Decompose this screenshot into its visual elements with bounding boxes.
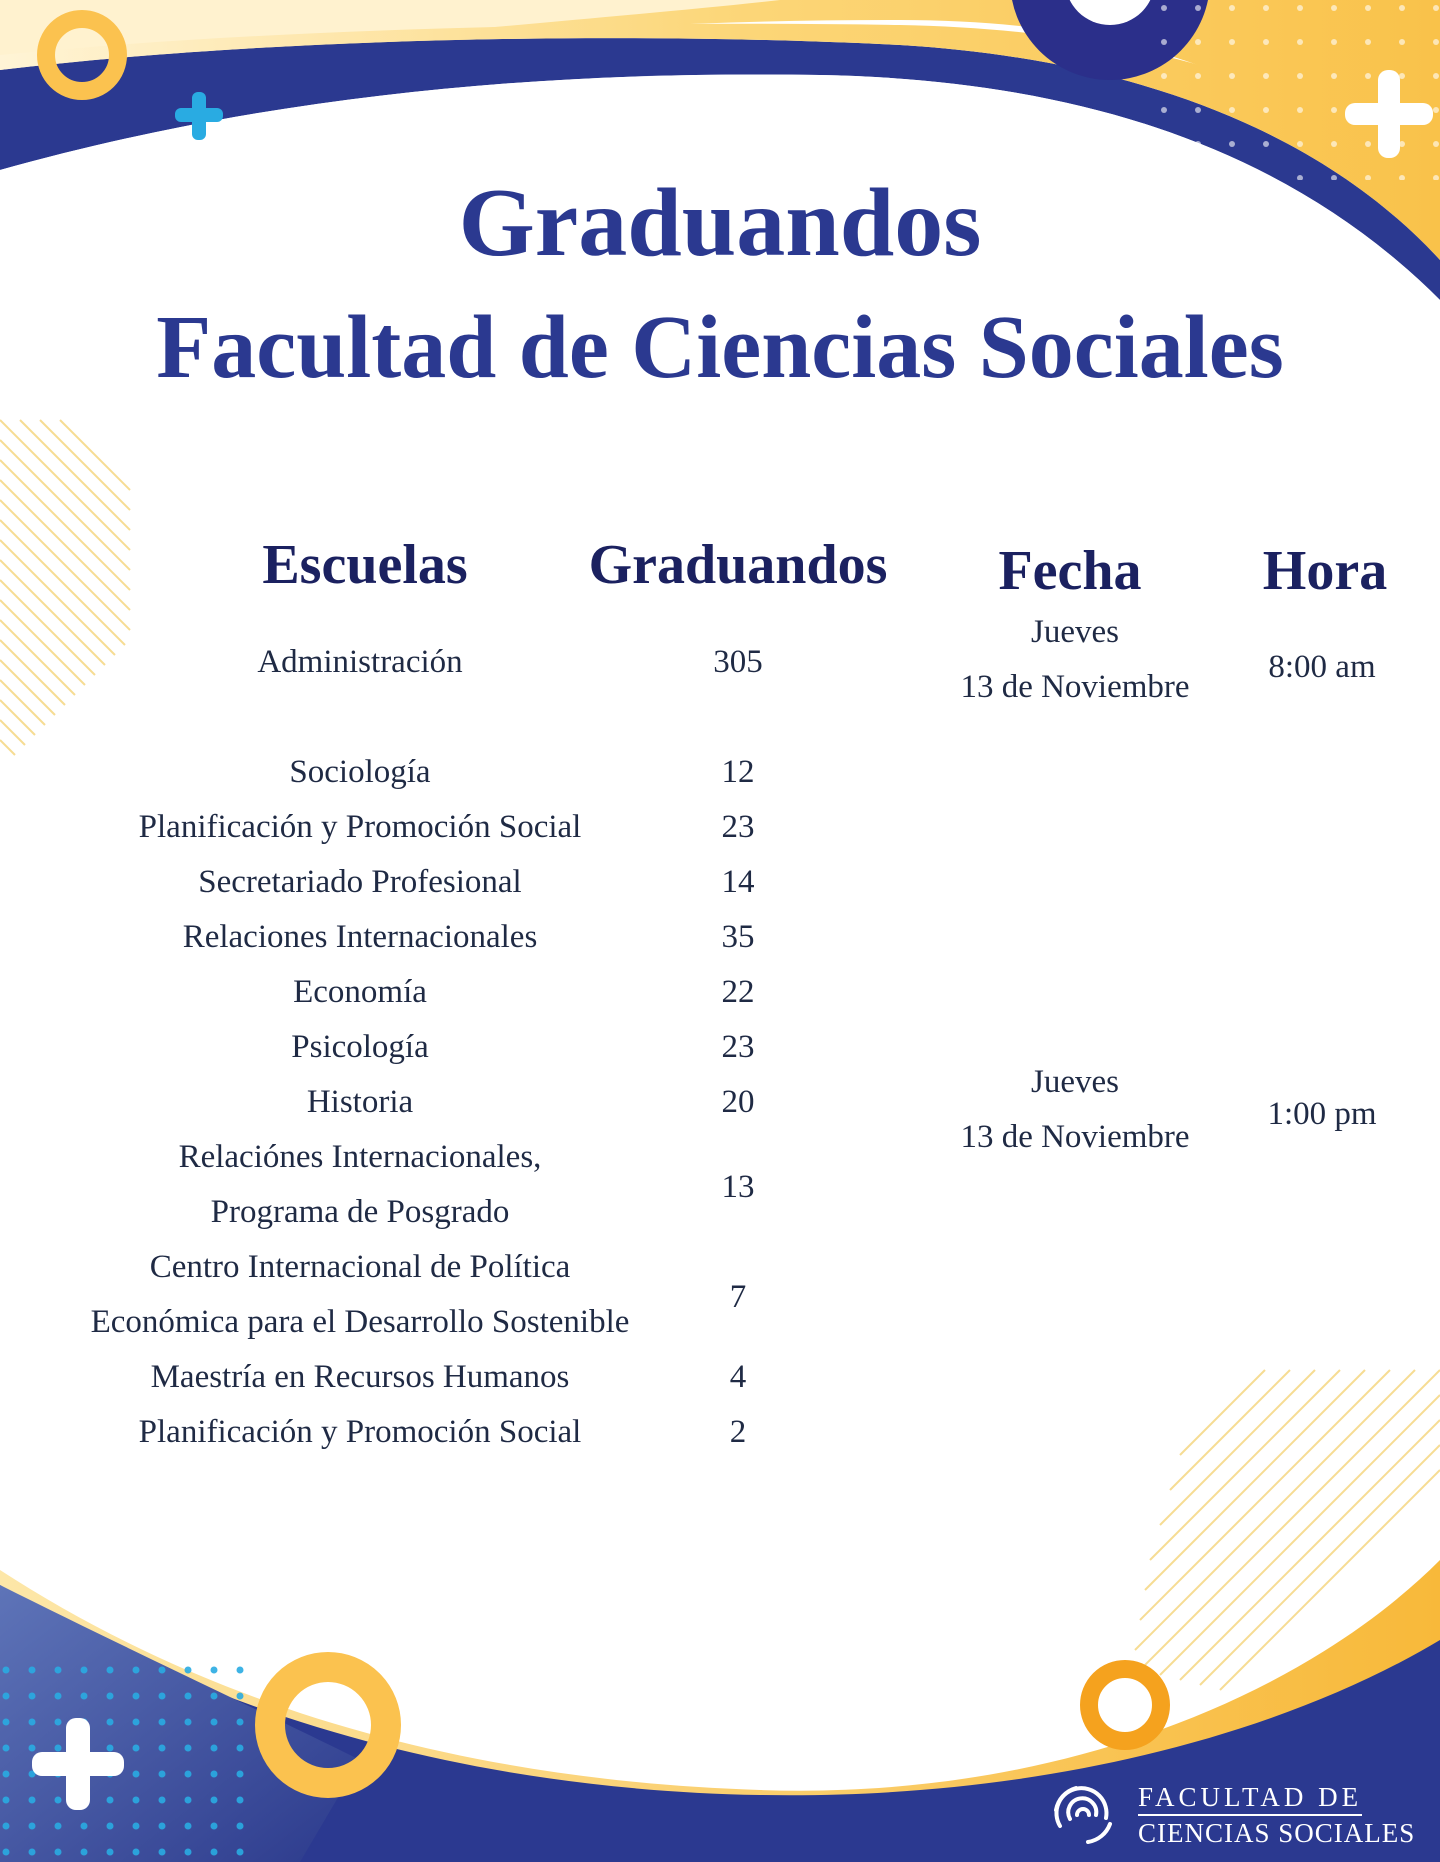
- header-escuelas: Escuelas: [262, 534, 468, 596]
- graduandos-administracion: 305: [713, 644, 763, 680]
- escuela-planificacion-posgrado: Planificación y Promoción Social: [138, 1414, 582, 1450]
- escuela-posgrado-line1: Relaciónes Internacionales,: [178, 1139, 542, 1175]
- title-line-2: Facultad de Ciencias Sociales: [156, 298, 1284, 397]
- logo-line1: FACULTAD DE: [1138, 1780, 1362, 1816]
- graduandos-sociologia: 12: [721, 754, 755, 790]
- escuela-posgrado-line2: Programa de Posgrado: [210, 1194, 510, 1230]
- logo-line2: CIENCIAS SOCIALES: [1138, 1818, 1416, 1848]
- session2-fecha: 13 de Noviembre: [960, 1119, 1190, 1155]
- graduandos-relaciones-internacionales: 35: [721, 919, 755, 955]
- escuela-administracion: Administración: [257, 644, 463, 680]
- graduandos-planificacion-posgrado: 2: [729, 1414, 747, 1450]
- faculty-logo: [1048, 1780, 1416, 1852]
- graduandos-planificacion: 23: [721, 809, 755, 845]
- graduandos-maestria-rrhh: 4: [729, 1359, 747, 1395]
- session1-fecha: 13 de Noviembre: [960, 669, 1190, 705]
- graduandos-historia: 20: [721, 1084, 755, 1120]
- escuela-historia: Historia: [306, 1084, 414, 1120]
- session2-hora: 1:00 pm: [1267, 1096, 1377, 1132]
- escuela-relaciones-internacionales: Relaciones Internacionales: [182, 919, 538, 955]
- spiral-logo-icon: [1048, 1780, 1118, 1850]
- escuela-cinpe-line2: Económica para el Desarrollo Sostenible: [90, 1304, 630, 1340]
- header-fecha: Fecha: [998, 540, 1142, 602]
- escuela-secretariado: Secretariado Profesional: [198, 864, 522, 900]
- escuela-cinpe-line1: Centro Internacional de Política: [149, 1249, 571, 1285]
- graduandos-psicologia: 23: [721, 1029, 755, 1065]
- escuela-sociologia: Sociología: [289, 754, 431, 790]
- session2-dia: Jueves: [1031, 1064, 1119, 1100]
- escuela-economia: Economía: [293, 974, 427, 1010]
- header-hora: Hora: [1262, 540, 1388, 602]
- graduandos-posgrado: 13: [721, 1169, 755, 1205]
- session1-dia: Jueves: [1031, 614, 1119, 650]
- session1-hora: 8:00 am: [1268, 649, 1376, 685]
- title-line-1: Graduandos: [458, 169, 982, 277]
- escuela-planificacion: Planificación y Promoción Social: [138, 809, 582, 845]
- escuela-maestria-rrhh: Maestría en Recursos Humanos: [150, 1359, 570, 1395]
- header-graduandos: Graduandos: [588, 534, 888, 596]
- graduandos-cinpe: 7: [729, 1279, 747, 1315]
- graduandos-secretariado: 14: [721, 864, 755, 900]
- graduandos-economia: 22: [721, 974, 755, 1010]
- escuela-psicologia: Psicología: [291, 1029, 429, 1065]
